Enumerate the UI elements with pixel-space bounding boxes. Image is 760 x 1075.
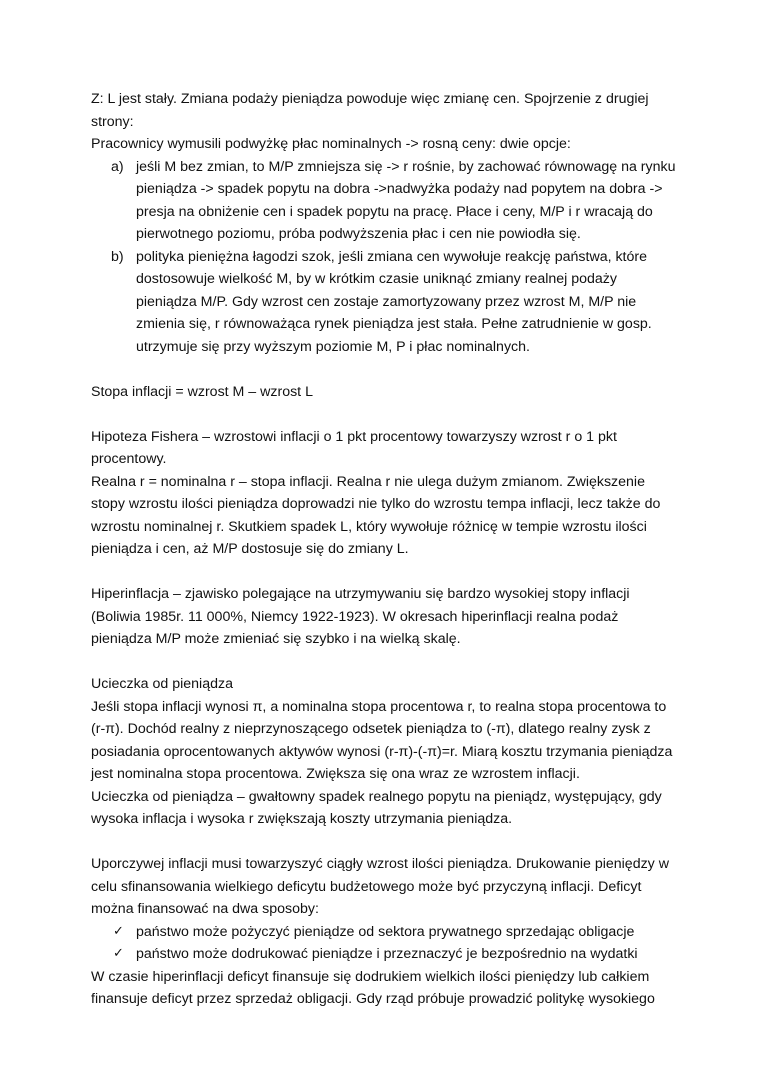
paragraph-ucieczka-2: Ucieczka od pieniądza – gwałtowny spadek realnego popytu na pieniądz, występujący, gdy wysoka inflacja i wysoka r zwiększają koszty utrzymania pieniądza. — [91, 788, 662, 827]
paragraph-intro-1: Z: L jest stały. Zmiana podaży pieniądza powoduje więc zmianę cen. Spojrzenie z drugiej strony: — [91, 91, 649, 130]
list-item-text: jeśli M bez zmian, to M/P zmniejsza się -> r rośnie, by zachować równowagę na rynku pieniądza -> spadek popytu na dobra ->nadwyżka podaży nad popytem na dobra -> presja na obniżenie cen i spadek popytu na pracę. Płace i ceny, M/P i r wracają do pierwotnego poziomu, próba podwyższenia płac i cen nie powiodła się. — [136, 158, 676, 242]
list-item-text: państwo może pożyczyć pieniądze od sektora prywatnego sprzedając obligacje — [136, 923, 635, 940]
paragraph-intro-2: Pracownicy wymusili podwyżkę płac nominalnych -> rosną ceny: dwie opcje: — [91, 136, 571, 152]
list-item-text: polityka pieniężna łagodzi szok, jeśli zmiana cen wywołuje reakcję państwa, które dostosowuje wielkość M, by w krótkim czasie uniknąć zmiany realnej podaży pieniądza M/P. Gdy wzrost cen zostaje zamortyzowany przez wzrost M, M/P nie zmienia się, r równoważąca rynek pieniądza jest stała. Pełne zatrudnienie w gosp. utrzymuje się przy wyższym poziomie M, P i płac nominalnych. — [136, 248, 652, 355]
list-item — [91, 943, 681, 966]
paragraph-stopa-inflacji: Stopa inflacji = wzrost M – wzrost L — [91, 383, 313, 400]
options-list — [91, 156, 681, 359]
paragraph-gap — [91, 403, 681, 426]
paragraph-fisher-1: Hipoteza Fishera – wzrostowi inflacji o 1 pkt procentowy towarzyszy wzrost r o 1 pkt procentowy. — [91, 428, 617, 467]
list-marker: a) — [111, 158, 124, 175]
paragraph-gap — [91, 358, 681, 381]
paragraph-fisher-2: Realna r = nominalna r – stopa inflacji. Realna r nie ulega dużym zmianom. Zwiększenie stopy wzrostu ilości pieniądza doprowadzi nie tylko do wzrostu tempa inflacji, lecz także do wzrostu nominalnej r. Skutkiem spadek L, który wywołuje różnicę w tempie wzrostu ilości pieniądza i cen, aż M/P dostosuje się do zmiany L. — [91, 473, 661, 557]
list-marker: b) — [111, 248, 124, 265]
list-item-text: państwo może dodrukować pieniądze i przeznaczyć je bezpośrednio na wydatki — [136, 946, 638, 962]
paragraph-gap — [91, 831, 681, 854]
paragraph-hiperinflacja: Hiperinflacja – zjawisko polegające na utrzymywaniu się bardzo wysokiej stopy inflacji (Boliwia 1985r. 11 000%, Niemcy 1922-1923). W okresach hiperinflacji realna podaż pieniądza M/P może zmieniać się szybko i na wielką skalę. — [91, 586, 630, 647]
list-item — [91, 156, 681, 246]
list-item — [91, 921, 681, 944]
section-heading-ucieczka: Ucieczka od pieniądza — [91, 676, 233, 692]
checkmark-icon: ✓ — [113, 923, 124, 939]
paragraph-deficyt-1: Uporczywej inflacji musi towarzyszyć ciągły wzrost ilości pieniądza. Drukowanie pieniędzy w celu sfinansowania wielkiego deficytu budżetowego może być przyczyną inflacji. Deficyt można finansować na dwa sposoby: — [91, 856, 669, 917]
document-page — [91, 88, 681, 1011]
paragraph-gap — [91, 651, 681, 674]
checkmark-icon: ✓ — [113, 946, 124, 961]
paragraph-deficyt-2: W czasie hiperinflacji deficyt finansuje się dodrukiem wielkich ilości pieniędzy lub całkiem finansuje deficyt przez sprzedaż obligacji. Gdy rząd próbuje prowadzić politykę wysokiego — [91, 968, 655, 1007]
list-item — [91, 246, 681, 359]
check-list — [91, 921, 681, 966]
paragraph-gap — [91, 561, 681, 584]
paragraph-ucieczka-1: Jeśli stopa inflacji wynosi π, a nominalna stopa procentowa r, to realna stopa procentowa to (r-π). Dochód realny z nieprzynoszącego odsetek pieniądza to (-π), dlatego realny zysk z posiadania oprocentowanych aktywów wynosi (r-π)-(-π)=r. Miarą kosztu trzymania pieniądza jest nominalna stopa procentowa. Zwiększa się ona wraz ze wzrostem inflacji. — [91, 698, 673, 782]
